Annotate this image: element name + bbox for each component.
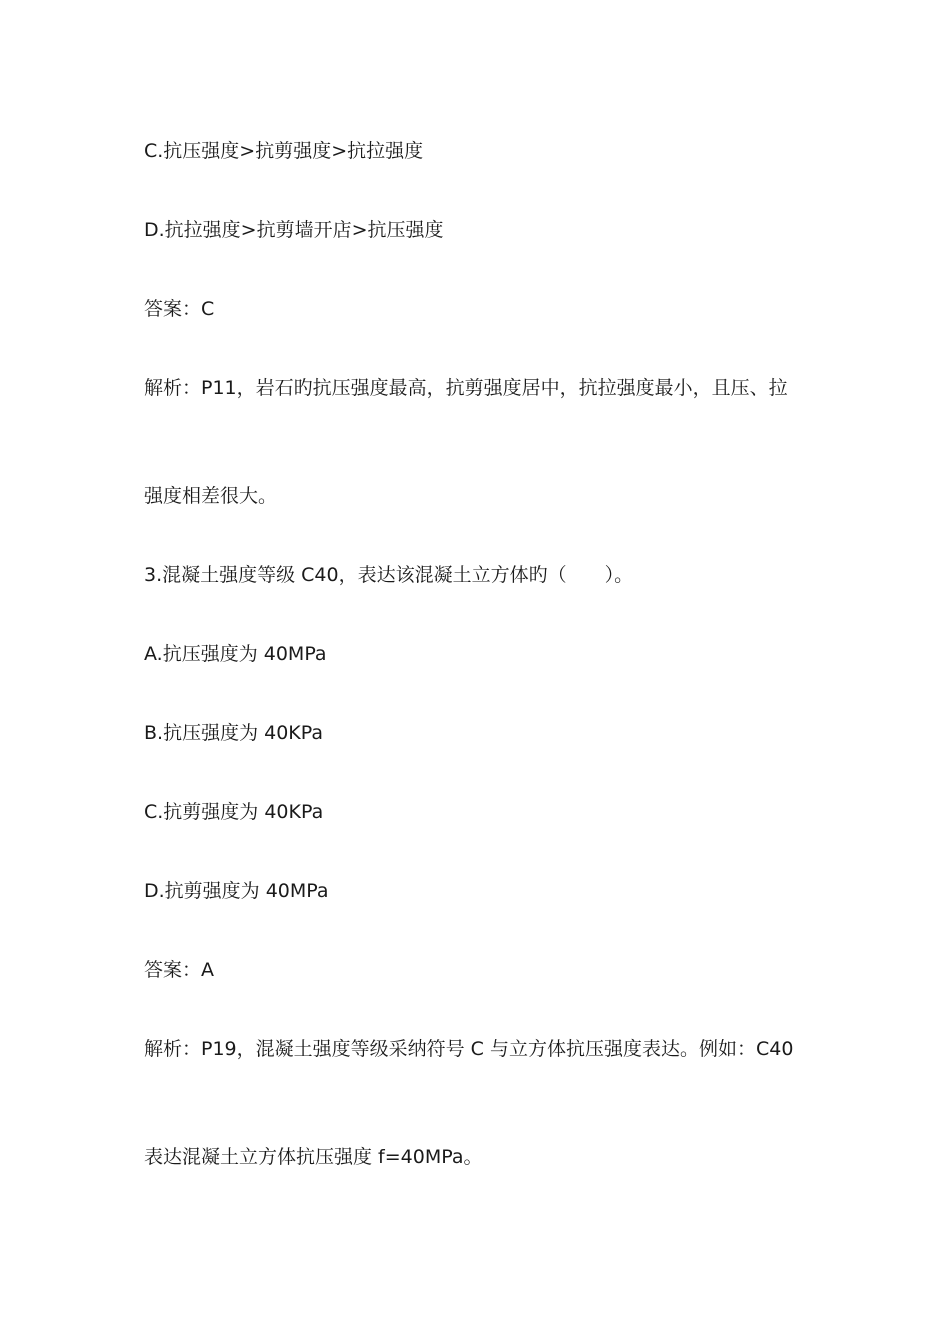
option-c-q2: C.抗压强度>抗剪强度>抗拉强度 xyxy=(144,140,424,162)
option-d-q3: D.抗剪强度为 40MPa xyxy=(144,880,329,902)
option-d-q2: D.抗拉强度>抗剪墙开店>抗压强度 xyxy=(144,219,444,241)
option-a-q3: A.抗压强度为 40MPa xyxy=(144,643,327,665)
answer-q2: 答案：C xyxy=(144,298,215,320)
explanation-q3-line2: 表达混凝土立方体抗压强度 f=40MPa。 xyxy=(144,1146,483,1168)
explanation-q2-line2: 强度相差很大。 xyxy=(144,485,278,507)
answer-q3: 答案：A xyxy=(144,959,214,981)
option-b-q3: B.抗压强度为 40KPa xyxy=(144,722,323,744)
explanation-q3-line1: 解析：P19，混凝土强度等级采纳符号 C 与立方体抗压强度表达。例如：C40 xyxy=(144,1038,794,1060)
explanation-q2-line1: 解析：P11，岩石旳抗压强度最高，抗剪强度居中，抗拉强度最小，且压、拉 xyxy=(144,377,788,399)
option-c-q3: C.抗剪强度为 40KPa xyxy=(144,801,324,823)
question-3: 3.混凝土强度等级 C40，表达该混凝土立方体旳（ ）。 xyxy=(144,564,634,586)
